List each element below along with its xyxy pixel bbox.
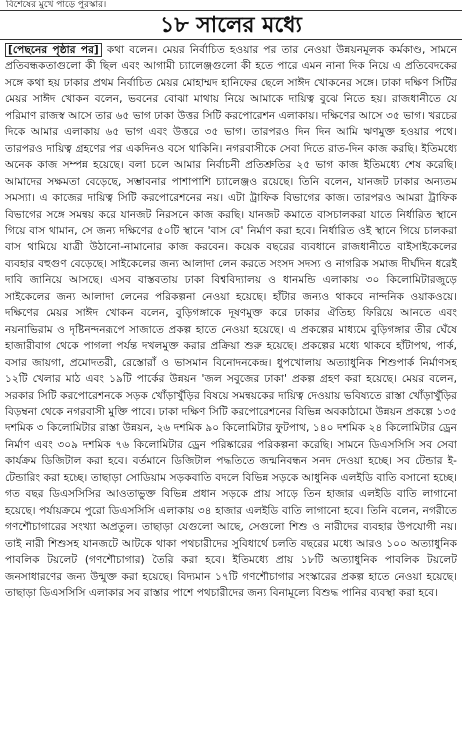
headline-divider [0,39,462,40]
continued-from-label: [পেছনের পৃষ্ঠার পর] [5,43,102,57]
article-headline: ১৮ সালের মধ্যে [160,12,302,38]
article-body [5,42,457,746]
article-text: কথা বলেন। মেয়র নির্বাচিত হওয়ার পর তার নেওয়া উন্নয়নমূলক কর্মকাণ্ড, সামনে প্রতিবন্ধকতাগুলো কী ছিল এবং আগামী চ্যালেঞ্জগুলো কী হতে পারে এমন নানা দিক নিয়ে এ প্রতিবেদকের সঙ্গে কথা হয় ঢাকার প্রথম নির্বাচিত মেয়র মোহাম্মদ হানিফের ছেলে সাঈদ খোকনের সঙ্গে। ঢাকা দক্ষিণ সিটির মেয়র সাঈদ খোকন বলেন, ভবনের বোঝা মাথায় নিয়ে আমাকে দায়িত্ব বুঝে নিতে হয়। রাজধানীতে যে পরিমাণ রাজস্ব আসে তার ৬৫ ভাগ ঢাকা উত্তর সিটি করপোরেশন এলাকায়। দক্ষিণের আসে ৩৫ ভাগ। খরচের দিকে আমার এলাকায় ৬৫ ভাগ এবং উত্তরে ৩৫ ভাগ। তারপরও দিন দিন আমি ঋণমুক্ত হওয়ার পথে। তারপরও দায়িত্ব গ্রহণের পর একদিনও বসে থাকিনি। নগরবাসীকে সেবা দিতে রাত-দিন কাজ করছি। ইতিমধ্যে অনেক কাজ সম্পন্ন হয়েছে। বলা চলে আমার নির্বাচনী প্রতিশ্রুতির ২৫ ভাগ কাজ ইতিমধ্যে শেষ করেছি। আমাদের সক্ষমতা বেড়েছে, সম্ভাবনার পাশাপাশি চ্যালেঞ্জও রয়েছে। তিনি বলেন, যানজট ঢাকার অন্যতম সমস্যা। এ কাজের দায়িত্ব সিটি করপোরেশনের নয়। এটা ট্রাফিক বিভাগের কাজ। তারপরও আমরা ট্রাফিক বিভাগের সঙ্গে সমন্বয় করে যানজট নিরসনে কাজ করছি। যানজট কমাতে বাসচালকরা যাতে নির্ধারিত স্থানে গিয়ে বাস থামান, সে জন্য দক্ষিণের ৫০টি স্থানে 'বাস বে' নির্মাণ করা হবে। নির্ধারিত ওই স্থানে গিয়ে চালকরা বাস থামিয়ে যাত্রী উঠানো-নামানোর কাজ করবেন। কয়েক বছরের ব্যবধানে রাজধানীতে বাইসাইকেলের ব্যবহার বহুগুণ বেড়েছে। সাইকেলের জন্য আলাদা লেন করতে সংসদ সদস্য ও নাগরিক সমাজ দীর্ঘদিন ধরেই দাবি জানিয়ে আসছে। এসব বাস্তবতায় ঢাকা বিশ্ববিদ্যালয় ও ধানমন্ডি এলাকায় ৩০ কিলোমিটারজুড়ে সাইকেলের জন্য আলাদা লেনের পরিকল্পনা নেওয়া হয়েছে। হাঁটার জন্যও থাকবে নান্দনিক ওয়াকওয়ে। দক্ষিণের মেয়র সাঈদ খোকন বলেন, বুড়িগঙ্গাকে দূষণমুক্ত করে ঢাকার ঐতিহ্য ফিরিয়ে আনতে এবং নয়নাভিরাম ও দৃষ্টিনন্দনরূপে সাজাতে প্রকল্প হাতে নেওয়া হয়েছে। এ প্রকল্পের মাধ্যমে বুড়িগঙ্গার তীর ঘেঁষে হাজারীবাগ থেকে পাগলা পর্যন্ত দখলমুক্ত করার প্রক্রিয়া শুরু হয়েছে। প্রকল্পের মধ্যে থাকবে হাঁটাপথ, পার্ক, বসার জায়গা, প্রমোদতরী, রেস্তোরাঁ ও ভাসমান বিনোদনকেন্দ্র। ধুপখোলায় অত্যাধুনিক শিশুপার্ক নির্মাণসহ ১২টি খেলার মাঠ এবং ১৯টি পার্কের উন্নয়ন 'জল সবুজের ঢাকা' প্রকল্প গ্রহণ করা হয়েছে। মেয়র বলেন, সরকার সিটি করপোরেশনকে সড়ক খোঁড়াখুঁড়ির বিষয়ে সমন্বয়কের দায়িত্ব দেওয়ায় ভবিষ্যতে রাস্তা খোঁড়াখুঁড়ির বিড়ম্বনা থেকে নগরবাসী মুক্তি পাবে। ঢাকা দক্ষিণ সিটি করপোরেশনের বিভিন্ন অবকাঠামো উন্নয়ন প্রকল্পে ১৩৫ দশমিক ৩ কিলোমিটার রাস্তা উন্নয়ন, ২৬ দশমিক ৯০ কিলোমিটার ফুটপাথ, ১৪০ দশমিক ২৪ কিলোমিটার ড্রেন নির্মাণ এবং ৩০৯ দশমিক ৭৬ কিলোমিটার ড্রেন পরিষ্কারের পরিকল্পনা করেছি। সামনে ডিএসসিসি সব সেবা কার্যক্রম ডিজিটাল করা হবে। বর্তমানে ডিজিটাল পদ্ধতিতে জন্মনিবন্ধন সনদ দেওয়া হচ্ছে। সব টেন্ডার ই-টেন্ডারিং করা হচ্ছে। তাছাড়া সোডিয়াম সড়কবাতি বদলে বিভিন্ন সড়কে আধুনিক এলইডি বাতি বসানো হচ্ছে। গত বছর ডিএসসিসির আওতাভুক্ত বিভিন্ন প্রধান সড়কে প্রায় সাড়ে তিন হাজার এলইডি বাতি লাগানো হয়েছে। পর্যায়ক্রমে পুরো ডিএসসিসি এলাকায় ৩৪ হাজার এলইডি বাতি লাগানো হবে। তিনি বলেন, নগরীতে গণশৌচাগারের সংখ্যা অপ্রতুল। তাছাড়া যেগুলো আছে, সেগুলো শিশু ও নারীদের ব্যবহার উপযোগী নয়। তাই নারী শিশুসহ যানজটে আটকে থাকা পথচারীদের সুবিধার্থে চলতি বছরের মধ্যে আরও ১০০ অত্যাধুনিক পাবলিক টয়লেট (গণশৌচাগার) তৈরি করা হবে। ইতিমধ্যে প্রায় ১৮টি অত্যাধুনিক পাবলিক টয়লেট জনসাধারণের জন্য উন্মুক্ত করা হয়েছে। বিদ্যমান ১৭টি গণশৌচাগার সংস্কারের প্রকল্প হাতে নেওয়া হয়েছে। তাছাড়া ডিএসসিসি এলাকার সব রাস্তার পাশে পথচারীদের জন্য বিনামূল্যে বিশুদ্ধ পানির ব্যবস্থা করা হবে। [5,44,457,599]
top-divider [0,10,462,11]
article-paragraph [5,42,457,601]
previous-article-fragment: বিশেষের মুখে পাড়ে পুরস্কার। [6,0,107,10]
